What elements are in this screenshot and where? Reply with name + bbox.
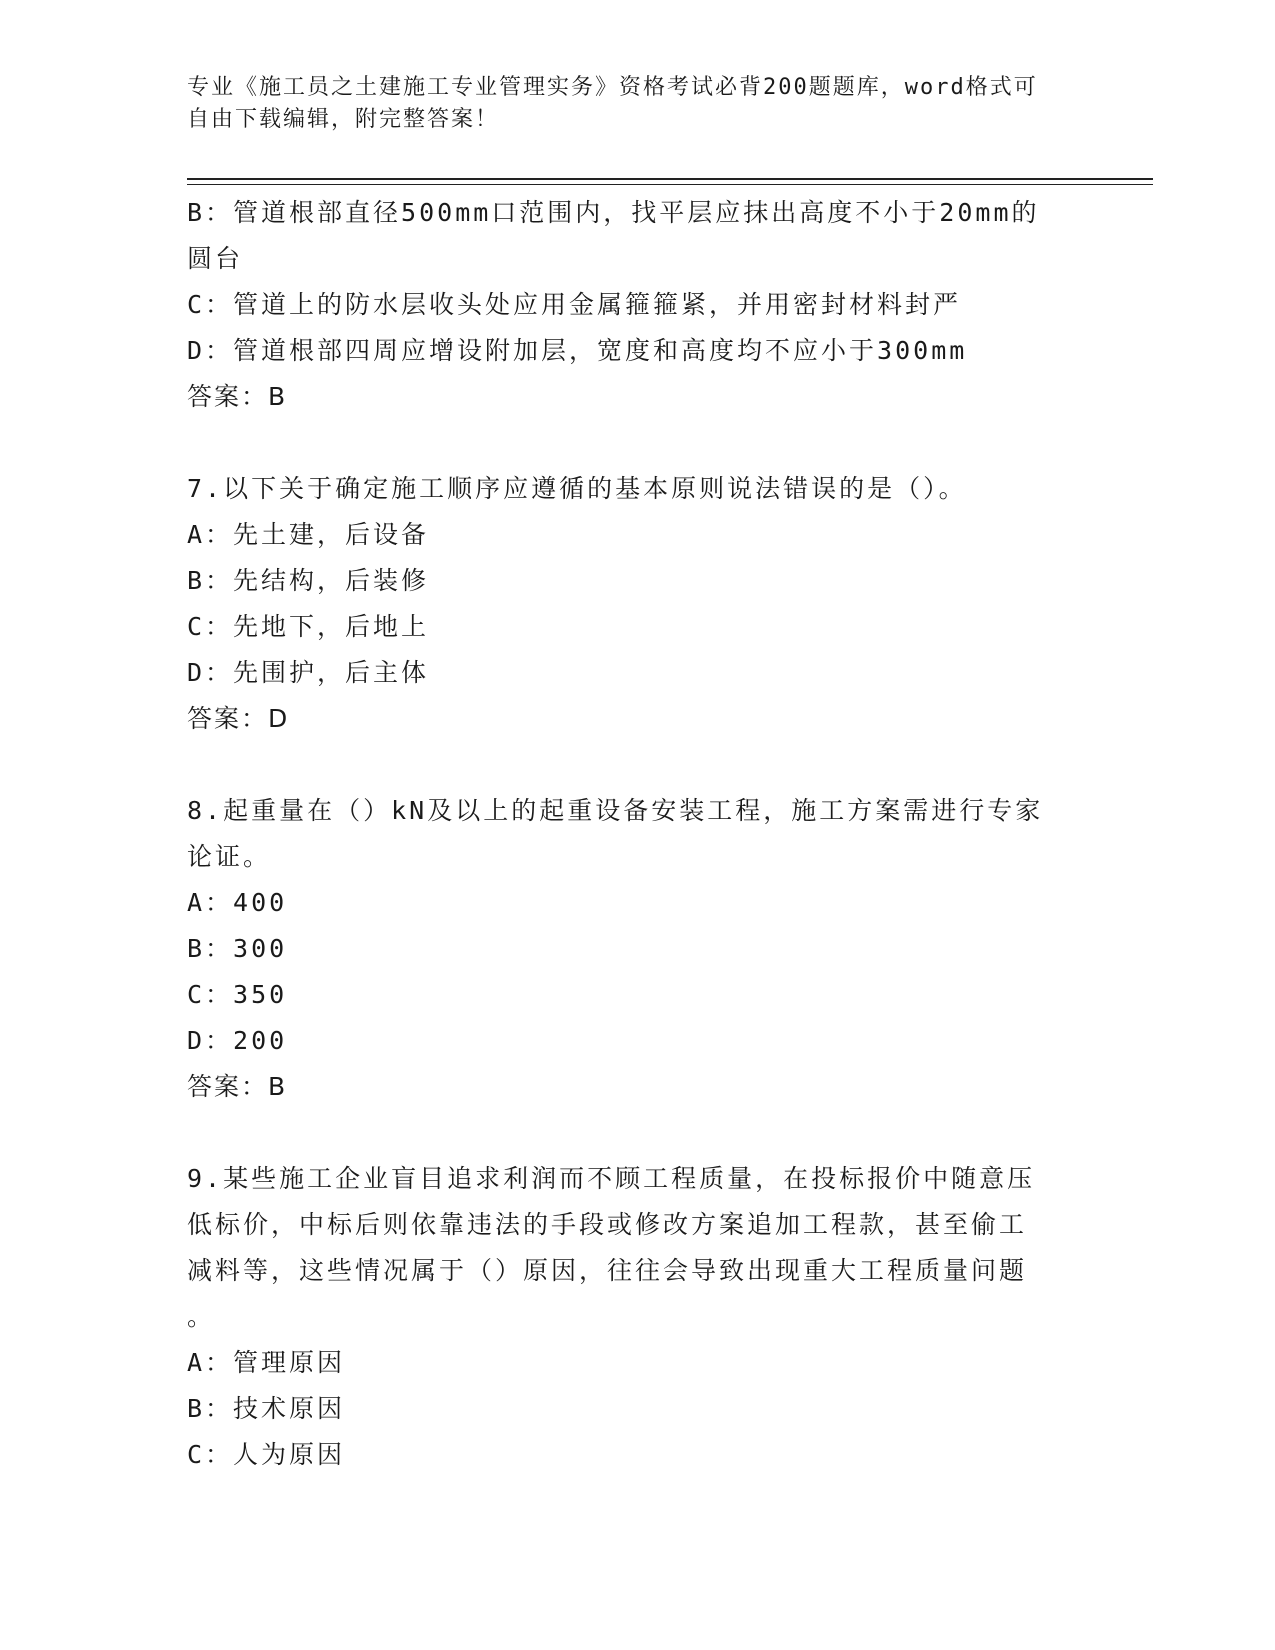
q8-stem-line-1: 8.起重量在（）kN及以上的起重设备安装工程，施工方案需进行专家: [187, 796, 1044, 825]
question-8: [187, 788, 1067, 1110]
q9-option-c: C：人为原因: [187, 1440, 346, 1469]
q9-stem-line-4: 。: [187, 1302, 216, 1331]
q7-option-d: D：先围护，后主体: [187, 658, 430, 687]
q8-stem-line-2: 论证。: [187, 842, 272, 871]
q9-option-b: B：技术原因: [187, 1394, 346, 1423]
q6-option-b-line-1: B：管道根部直径500mm口范围内，找平层应抹出高度不小于20mm的: [187, 198, 1040, 227]
spacer: [187, 742, 1067, 788]
q9-stem-line-2: 低标价，中标后则依靠违法的手段或修改方案追加工程款，甚至偷工: [187, 1210, 1028, 1239]
header-divider-thick: [187, 178, 1153, 180]
question-content: [187, 190, 1067, 1478]
question-7: [187, 466, 1067, 742]
q6-option-d: D：管道根部四周应增设附加层，宽度和高度均不应小于300mm: [187, 336, 968, 365]
q6-option-b-line-2: 圆台: [187, 244, 244, 273]
q9-stem-line-1: 9.某些施工企业盲目追求利润而不顾工程质量，在投标报价中随意压: [187, 1164, 1036, 1193]
q6-answer: 答案：B: [187, 382, 288, 411]
q8-option-d: D：200: [187, 1026, 288, 1055]
document-header: [187, 72, 1067, 136]
question-6-tail: [187, 190, 1067, 420]
q9-stem-line-3: 减料等，这些情况属于（）原因，往往会导致出现重大工程质量问题: [187, 1256, 1028, 1285]
q7-option-c: C：先地下，后地上: [187, 612, 430, 641]
q7-option-b: B：先结构，后装修: [187, 566, 430, 595]
q7-stem: 7.以下关于确定施工顺序应遵循的基本原则说法错误的是（）。: [187, 474, 967, 503]
q9-option-a: A：管理原因: [187, 1348, 346, 1377]
header-divider-thin: [187, 184, 1153, 185]
spacer: [187, 1110, 1067, 1156]
q8-option-c: C：350: [187, 980, 288, 1009]
q8-option-b: B：300: [187, 934, 288, 963]
header-title-line-1: 专业《施工员之土建施工专业管理实务》资格考试必背200题题库，word格式可: [187, 75, 1038, 100]
header-title-line-2: 自由下载编辑，附完整答案！: [187, 107, 500, 132]
question-9: [187, 1156, 1067, 1478]
spacer: [187, 420, 1067, 466]
q6-option-c: C：管道上的防水层收头处应用金属箍箍紧，并用密封材料封严: [187, 290, 962, 319]
q8-answer: 答案：B: [187, 1072, 288, 1101]
q7-option-a: A：先土建，后设备: [187, 520, 430, 549]
q8-option-a: A：400: [187, 888, 288, 917]
q7-answer: 答案：D: [187, 704, 290, 733]
